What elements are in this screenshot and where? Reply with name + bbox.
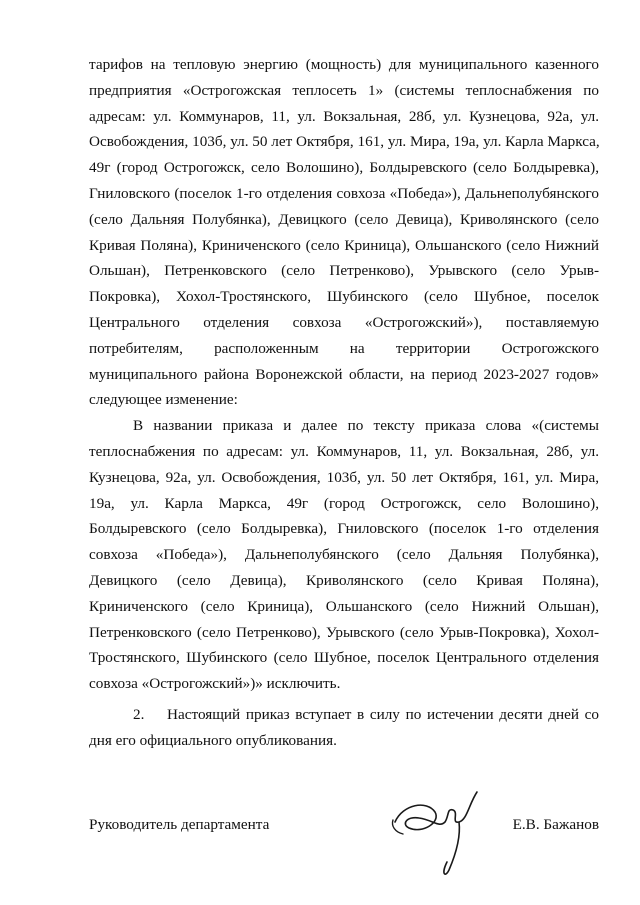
text-line: Кузнецова, 92а, ул. Освобождения, 103б, ул. 50 лет Октября, 161, ул. Мира, (89, 468, 599, 486)
text-line: В названии приказа и далее по тексту приказа слова «(системы (133, 417, 599, 435)
signature-block (89, 804, 599, 844)
text-line: тарифов на тепловую энергию (мощность) для муниципального казенного (89, 56, 599, 73)
text-line: совхоза «Острогожский»)» исключить. (89, 675, 341, 693)
text-line: Петренковского (село Петренково), Урывского (село Урыв-Покровка), Хохол- (89, 623, 599, 641)
text-line: (село Дальняя Полубянка), Девицкого (село Девица), Криволянского (село (89, 210, 599, 228)
paragraph-amendment (89, 413, 599, 697)
text-line: следующее изменение: (89, 391, 238, 409)
text-line: Гниловского (поселок 1-го отделения совхоза «Победа»), Дальнеполубянского (89, 184, 599, 202)
text-line: Центрального отделения совхоза «Острогожский»), поставляемую (89, 313, 599, 331)
text-line: потребителям, расположенным на территории Острогожского (89, 339, 599, 357)
text-line: Девицкого (село Девица), Криволянского (село Кривая Поляна), (89, 571, 599, 589)
text-line: Криниченского (село Криница), Ольшанского (село Нижний Ольшан), (89, 597, 599, 615)
text-line: совхоза «Победа»), Дальнеполубянского (село Дальняя Полубянка), (89, 546, 599, 564)
text-line: Покровка), Хохол-Тростянского, Шубинского (село Шубное, поселок (89, 288, 599, 306)
paragraph-effective-date (89, 702, 599, 754)
text-line: Освобождения, 103б, ул. 50 лет Октября, 161, ул. Мира, 19а, ул. Карла Маркса, (89, 133, 600, 151)
text-line: теплоснабжения по адресам: ул. Коммунаров, 11, ул. Вокзальная, 28б, ул. (89, 442, 599, 460)
paragraph-tariffs (89, 52, 599, 413)
text-line: 49г (город Острогожск, село Волошино), Болдыревского (село Болдыревка), (89, 159, 599, 177)
text-line: Кривая Поляна), Криниченского (село Криница), Ольшанского (село Нижний (89, 236, 599, 254)
text-line: Тростянского, Шубинского (село Шубное, поселок Центрального отделения (89, 649, 599, 667)
handwritten-signature (389, 782, 499, 882)
document-body (89, 52, 599, 754)
signatory-title: Руководитель департамента (89, 816, 270, 833)
text-line: дня его официального опубликования. (89, 731, 337, 749)
text-line: 19а, ул. Карла Маркса, 49г (город Острогожск, село Волошино), (89, 494, 599, 512)
text-line: муниципального района Воронежской области, на период 2023-2027 годов» (89, 365, 599, 383)
text-line: Болдыревского (село Болдыревка), Гниловского (поселок 1-го отделения (89, 520, 599, 538)
text-line: адресам: ул. Коммунаров, 11, ул. Вокзальная, 28б, ул. Кузнецова, 92а, ул. (89, 107, 599, 125)
text-line: предприятия «Острогожская теплосеть 1» (системы теплоснабжения по (89, 81, 599, 99)
text-line: 2. Настоящий приказ вступает в силу по истечении десяти дней со (133, 705, 599, 723)
text-line: Ольшан), Петренковского (село Петренково), Урывского (село Урыв- (89, 262, 599, 280)
signatory-name: Е.В. Бажанов (512, 816, 599, 833)
